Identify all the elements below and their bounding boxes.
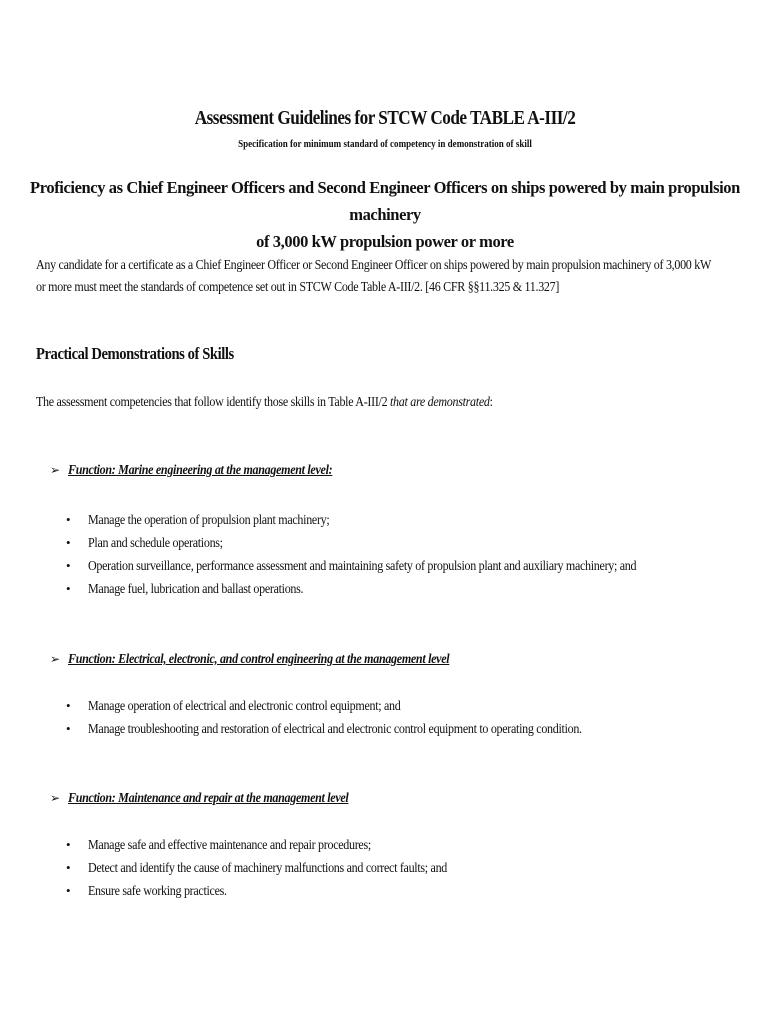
list-item — [66, 717, 662, 740]
list-item-text: Ensure safe working practices. — [88, 884, 227, 899]
round-bullet-icon: • — [66, 698, 71, 713]
list-item — [66, 531, 725, 554]
document-subtitle: Specification for minimum standard of competency in demonstration of skill — [238, 138, 532, 150]
function-label: Function: Electrical, electronic, and control engineering at the management level — [68, 652, 450, 667]
round-bullet-icon: • — [66, 721, 71, 736]
arrow-bullet-icon: ➢ — [50, 651, 61, 666]
intro-paragraph — [36, 255, 741, 299]
list-item — [66, 879, 505, 902]
lead-end: : — [489, 395, 493, 410]
round-bullet-icon: • — [66, 535, 71, 550]
list-item-text: Plan and schedule operations; — [88, 536, 223, 551]
arrow-bullet-icon: ➢ — [50, 462, 61, 477]
lead-paragraph — [36, 395, 493, 411]
list-item — [66, 577, 725, 600]
document-title: Assessment Guidelines for STCW Code TABLE A-III/2 — [194, 107, 576, 129]
list-item-text: Manage the operation of propulsion plant machinery; — [88, 513, 330, 528]
function-heading-marine-engineering — [50, 461, 375, 479]
proficiency-heading-line-1: Proficiency as Chief Engineer Officers and Second Engineer Officers on ships powered by main propulsion machinery — [30, 178, 740, 224]
function-list-maintenance-repair — [66, 833, 505, 902]
function-label: Function: Maintenance and repair at the management level — [68, 791, 349, 806]
list-item-text: Detect and identify the cause of machinery malfunctions and correct faults; and — [88, 861, 448, 876]
function-heading-maintenance-repair — [50, 789, 394, 807]
intro-line-1: Any candidate for a certificate as a Chief Engineer Officer or Second Engineer Officer on ships powered by main propulsion machinery of 3,000 kW — [36, 258, 712, 273]
lead-emphasis: that are demonstrated — [390, 395, 490, 410]
intro-line-2: or more must meet the standards of competence set out in STCW Code Table A-III/2. [46 CFR §§11.325 & 11.327] — [36, 280, 560, 295]
function-list-electrical-engineering — [66, 694, 662, 740]
list-item — [66, 833, 505, 856]
round-bullet-icon: • — [66, 581, 71, 596]
list-item-text: Manage operation of electrical and electronic control equipment; and — [88, 699, 401, 714]
list-item — [66, 508, 725, 531]
function-heading-electrical-engineering — [50, 650, 511, 668]
section-heading: Practical Demonstrations of Skills — [36, 344, 234, 363]
proficiency-heading — [20, 174, 750, 255]
list-item-text: Manage safe and effective maintenance and repair procedures; — [88, 838, 371, 853]
list-item-text: Manage fuel, lubrication and ballast operations. — [88, 582, 304, 597]
round-bullet-icon: • — [66, 860, 71, 875]
lead-text: The assessment competencies that follow identify those skills in Table A-III/2 — [36, 395, 391, 410]
round-bullet-icon: • — [66, 883, 71, 898]
list-item — [66, 554, 725, 577]
arrow-bullet-icon: ➢ — [50, 790, 61, 805]
round-bullet-icon: • — [66, 558, 71, 573]
function-list-marine-engineering — [66, 508, 725, 600]
list-item-text: Operation surveillance, performance assessment and maintaining safety of propulsion plant and auxiliary machinery; and — [88, 559, 637, 574]
function-label: Function: Marine engineering at the management level: — [68, 463, 333, 478]
list-item — [66, 694, 662, 717]
proficiency-heading-line-2: of 3,000 kW propulsion power or more — [256, 232, 514, 251]
list-item — [66, 856, 505, 879]
list-item-text: Manage troubleshooting and restoration of electrical and electronic control equipment to operating condition. — [88, 722, 582, 737]
round-bullet-icon: • — [66, 512, 71, 527]
round-bullet-icon: • — [66, 837, 71, 852]
